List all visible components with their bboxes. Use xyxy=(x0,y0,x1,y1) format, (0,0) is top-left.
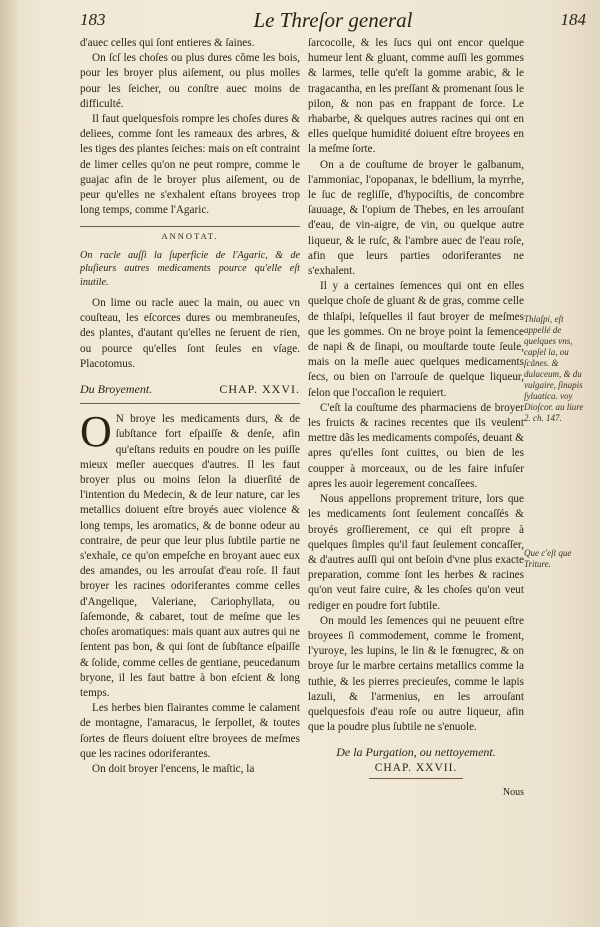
right-column xyxy=(308,36,524,800)
chapter-heading xyxy=(80,382,300,404)
paragraph: Il faut quelquesfois rompre les choſes dures & deliees, comme ſont les rameaux des arbres, & les tiges des plantes ſeiches: mais on eſt contraint de limer celles qu'on ne peut rompre, comme le guajac afin de le broyer plus aiſement, ou de peur qu'elles ne s'exhalent eſtans broyees trop long temps, comme l'Agaric. xyxy=(80,113,300,217)
right-page-number: 184 xyxy=(560,10,586,29)
chapter-number: CHAP. XXVI. xyxy=(219,382,300,397)
chapter-body-text: N broye les medicaments durs, & de ſubſtance fort eſpaiſſe & denſe, afin qu'eſtans reduits en poudre on les puiſſe mieux meſler auecques d'autres. Il les faut broyer plus ou moins ſelon la diuerſité de l'intention du Medecin, & de leur nature, car les metallics doiuent eſtre broyés auec violence & long temps, les aromatics, & de bonne odeur au contraire, de peur que leur plus ſubtile partie ne s'exhale, ce qu'on empeſche en broyant auec eux des amandes, ou les arrouſat d'eau roſe. Il faut broyer les racines odoriferantes comme celles d'Angelique, Valeriane, Cariophyllata, ou ſaſemonde, & cabaret, tout de meſme que les choſes aromatiques: mais quant aux autres qui ne ſentent pas bon, & qui ſont de ſubſtance eſpaiſſe & ſolide, comme celles de gentiane, peucedanum bryone, il les faut battre à bon eſcient & long temps. xyxy=(80,413,300,699)
paragraph: On a de couſtume de broyer le galbanum, l'ammoniac, l'opopanax, le bdellium, la myrrhe, le ſuc de regliſſe, d'hypociſtis, de concombre ſauuage, & l'opium de Thebes, en les arrouſant d'eau, de vin-aigre, de vin, ou quelque autre liqueur, & le ruſc, & l'ambre auec de l'eau roſe, afin que leurs parties odoriferantes ne s'exhalent. xyxy=(308,158,524,278)
section-title: De la Purgation, ou nettoyement. xyxy=(336,745,496,760)
paragraph: On lime ou racle auec la main, ou auec vn couſteau, les eſcorces dures ou membraneuſes, des plantes, d'autant qu'elles ne ſeruent de rien, ou pource qu'elles ſont ſeules en vſage. Placotomus. xyxy=(80,297,300,370)
drop-capital: O xyxy=(80,407,112,457)
catchword: Nous xyxy=(502,786,524,798)
section-chapter-number: CHAP. XXVII. xyxy=(369,761,464,779)
paragraph: On ſcſ les choſes ou plus dures cõme les bois, pour les broyer plus aiſement, ou plus molles pour les ſeicher, ou conſtre auec moins de difficulté. xyxy=(80,52,300,110)
left-column xyxy=(80,36,300,777)
margin-note-thlaspi: Thlaſpi, eſt appellé de quelques vns, capſel la, ou ſcãnes. & dulaceum, & du vulgaire, ſinapis ſyluatica. voy Dioſcor. au liure 2. ch. 147. xyxy=(524,314,584,423)
paragraph: Il y a certaines ſemences qui ont en elles quelque choſe de gluant & de gras, comme celle de thlaſpi, leſquelles il faut broyer de meſmes que les gommes. On ne broye point la ſemence de napi & de ſinapi, ou mouſtarde toute ſeule, mais on la meſle auec quelques medicaments ſecs, ou bien on l'arrouſe de quelque liqueur, ſelon que l'occaſion le requiert. xyxy=(308,280,524,399)
margin-note-triture: Que c'eſt que Triture. xyxy=(524,548,572,569)
left-page-number: 183 xyxy=(80,10,106,29)
paragraph: On mould les ſemences qui ne peuuent eſtre broyees ſi commodement, comme le froment, l'yuroye, les lupins, le lin & le fœnugrec, & on broye ſur le marbre certains metallics comme la tuthie, & les pierres precieuſes, comme le lapis lazuli, & l'armenius, en les arrouſant quelquesfois d'eau roſe ou autre liqueur, afin que la poudre plus ſubtile ne s'enuole. xyxy=(308,614,524,734)
annotation-rule xyxy=(80,226,300,227)
running-title: Le Threſor general xyxy=(253,8,413,32)
page-header xyxy=(80,8,586,34)
gutter-shadow xyxy=(0,0,20,927)
paragraph: ſarcocolle, & les ſucs qui ont encor quelque humeur lent & gluant, comme auſſi les gommes & larmes, telle qu'eſt la gomme arabic, & le tragacantha, en les preſſant & promenant ſous le pilon, & non pas en frappant de force. Le rhabarbe, & quelques autres racines qui ont en elles quelque humidité doiuent eſtre broyees en la meſme ſorte. xyxy=(308,37,524,156)
paragraph: d'auec celles qui ſont entieres & ſaines. xyxy=(80,37,255,49)
paragraph: C'eſt la couſtume des pharmaciens de broyer les fruicts & racines recentes que ils veulent mettre dãs les medicaments compoſés, deuant & apres qu'elles ſont cuittes, ou bien de les coupper à morceaux, ou de les faire infuſer apres les auoir legerement concaſſees. xyxy=(308,401,524,490)
chapter-title: Du Broyement. xyxy=(80,382,153,397)
paragraph: Les herbes bien flairantes comme le calament de montagne, l'amaracus, le ſerpollet, & toutes ſortes de fleurs doiuent eſtre broyees de meſmes que les racines odoriferantes. xyxy=(80,702,300,760)
paragraph: On doit broyer l'encens, le maſtic, la xyxy=(92,762,255,775)
annotation-text: On racle auſſi la ſuperficie de l'Agaric, & de pluſieurs autres medicaments pource qu'elle eſt inutile. xyxy=(80,249,300,289)
paragraph xyxy=(80,407,300,701)
paragraph: Nous appellons proprement triture, lors que les medicaments ſont ſeulement concaſſés & broyés groſſierement, ce qui eſt propre à quelques ſimples qu'il faut ſeulement concaſſer, & d'autres auſſi qui ont beſoin d'vne plus exacte preparation, comme ſont les herbes & racines qu'on veut faire cuire, & les choſes qu'on veut rediger en poudre fort ſubtile. xyxy=(308,493,524,612)
annotation-label: ANNOTAT. xyxy=(161,231,219,242)
